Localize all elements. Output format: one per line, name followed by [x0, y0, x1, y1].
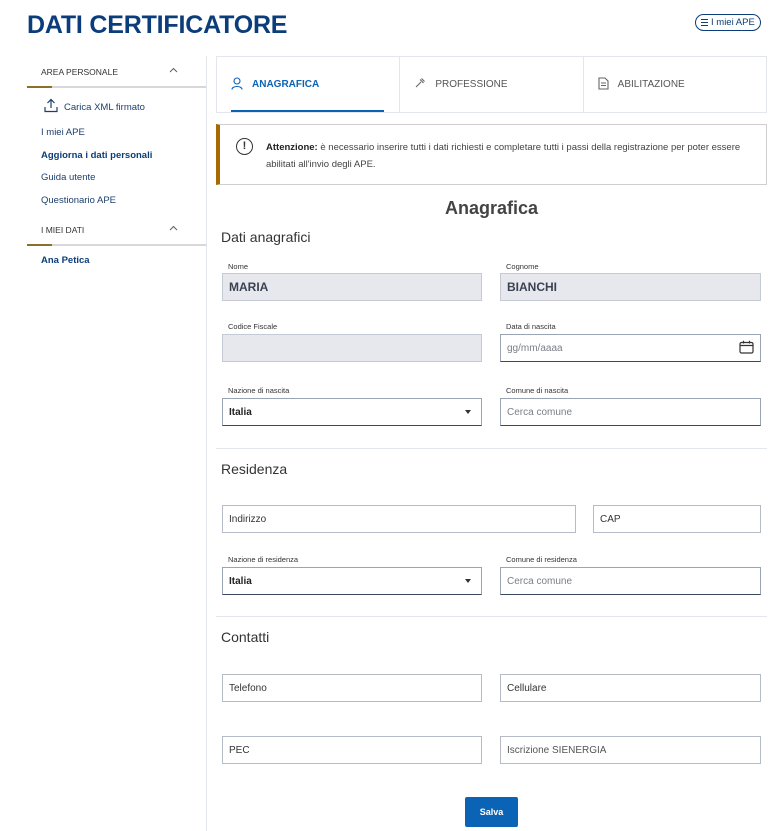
sidebar-user-name[interactable]: Ana Petica — [41, 255, 90, 266]
mobile-input[interactable]: Cellulare — [500, 674, 761, 702]
address-input[interactable]: Indirizzo — [222, 505, 576, 533]
page-title: DATI CERTIFICATORE — [27, 11, 288, 39]
tools-icon — [414, 77, 426, 92]
codice-fiscale-label: Codice Fiscale — [228, 322, 278, 331]
phone-input[interactable]: Telefono — [222, 674, 482, 702]
birth-date-input[interactable] — [500, 334, 761, 362]
nome-field[interactable]: MARIA — [222, 273, 482, 301]
pec-input[interactable]: PEC — [222, 736, 482, 764]
warning-alert — [216, 124, 767, 185]
calendar-icon[interactable] — [739, 340, 754, 357]
residence-city-input[interactable]: Cerca comune — [500, 567, 761, 595]
sidebar-item-upload-label: Carica XML firmato — [64, 101, 145, 113]
tab-professione-label: PROFESSIONE — [435, 79, 508, 90]
chevron-up-icon[interactable] — [169, 223, 178, 233]
group-title-contacts: Contatti — [221, 629, 270, 645]
nazione-residenza-label: Nazione di residenza — [228, 555, 299, 564]
comune-residenza-label: Comune di residenza — [506, 555, 577, 564]
birth-date-placeholder: gg/mm/aaaa — [507, 342, 563, 354]
comune-nascita-label: Comune di nascita — [506, 386, 569, 395]
sidebar — [27, 56, 207, 831]
list-icon — [701, 19, 708, 26]
sidebar-item-update-personal-data[interactable]: Aggiorna i dati personali — [41, 149, 153, 161]
tab-bar — [216, 56, 767, 113]
tab-abilitazione-label: ABILITAZIONE — [617, 79, 685, 90]
cap-input[interactable]: CAP — [593, 505, 761, 533]
section-accent — [27, 244, 52, 246]
sidebar-section-my-data[interactable] — [27, 214, 206, 246]
data-nascita-label: Data di nascita — [506, 322, 556, 331]
upload-icon — [44, 98, 58, 116]
chevron-up-icon[interactable] — [169, 65, 178, 75]
alert-text: è necessario inserire tutti i dati richiesti e completare tutti i passi della registrazione per poter essere abilitati all'invio degli APE. — [266, 142, 741, 170]
sidebar-section-my-data-label: I MIEI DATI — [41, 225, 85, 235]
section-title: Anagrafica — [444, 198, 539, 218]
group-title-personal: Dati anagrafici — [221, 229, 311, 245]
divider — [216, 448, 767, 449]
caret-down-icon — [465, 410, 471, 414]
codice-fiscale-field[interactable] — [222, 334, 482, 362]
alert-strong: Attenzione: — [266, 142, 318, 153]
document-icon — [598, 77, 609, 93]
sidebar-item-questionnaire[interactable]: Questionario APE — [41, 194, 116, 206]
nome-label: Nome — [228, 262, 249, 271]
tab-anagrafica-label: ANAGRAFICA — [252, 79, 320, 90]
divider — [216, 616, 767, 617]
exclamation-icon: ! — [236, 138, 253, 155]
sidebar-item-user-guide[interactable]: Guida utente — [41, 172, 96, 183]
my-ape-button-label: I miei APE — [711, 17, 755, 28]
residence-country-select[interactable] — [222, 567, 482, 595]
caret-down-icon — [465, 579, 471, 583]
sidebar-section-personal[interactable] — [27, 56, 206, 88]
cognome-label: Cognome — [506, 262, 539, 271]
sidebar-item-upload-xml[interactable] — [27, 92, 206, 122]
tab-professione[interactable] — [400, 57, 583, 112]
tab-anagrafica[interactable] — [217, 57, 400, 112]
user-icon — [231, 77, 243, 93]
birth-country-select[interactable] — [222, 398, 482, 426]
birth-country-value: Italia — [229, 406, 252, 418]
cognome-field[interactable]: BIANCHI — [500, 273, 761, 301]
birth-city-input[interactable]: Cerca comune — [500, 398, 761, 426]
my-ape-button[interactable] — [695, 14, 761, 31]
nazione-nascita-label: Nazione di nascita — [228, 386, 290, 395]
sidebar-section-personal-label: AREA PERSONALE — [41, 67, 119, 77]
save-button[interactable]: Salva — [465, 797, 518, 827]
sidebar-item-my-ape[interactable]: I miei APE — [41, 127, 85, 138]
section-accent — [27, 86, 52, 88]
tab-abilitazione[interactable] — [584, 57, 766, 112]
residence-country-value: Italia — [229, 575, 252, 587]
sienergia-input[interactable]: Iscrizione SIENERGIA — [500, 736, 761, 764]
group-title-residence: Residenza — [221, 461, 288, 477]
